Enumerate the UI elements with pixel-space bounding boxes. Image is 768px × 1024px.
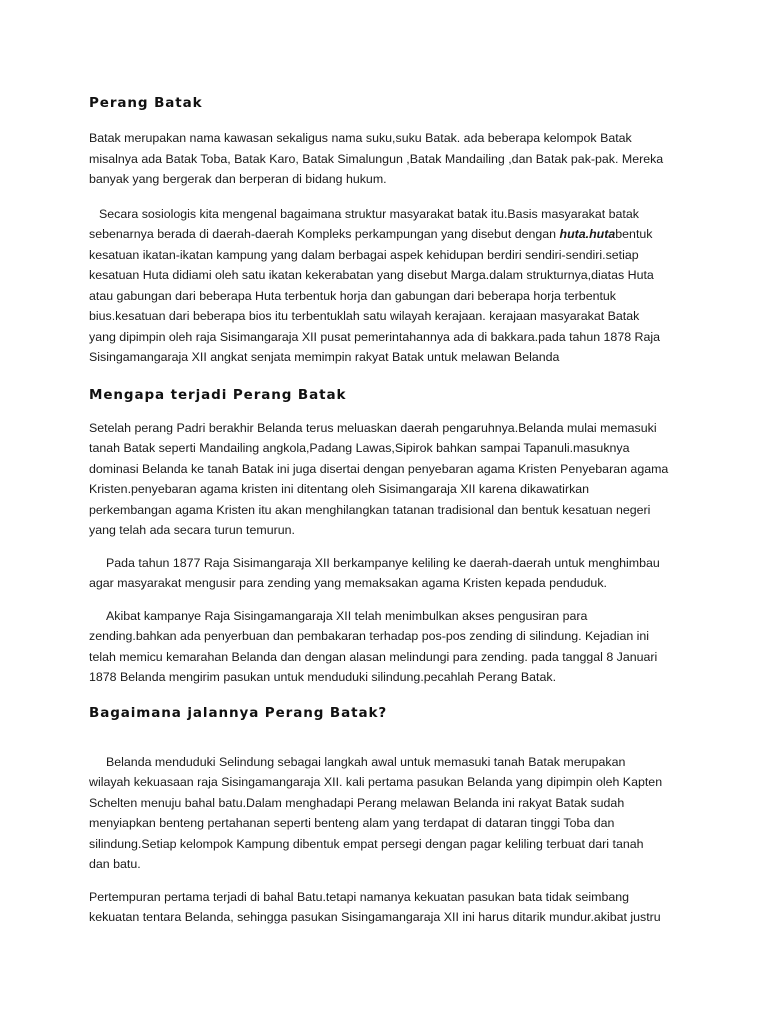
text-line: dan batu. xyxy=(89,857,141,871)
text-line: banyak yang bergerak dan berperan di bidang hukum. xyxy=(89,172,387,186)
emphasized-term: huta.huta xyxy=(559,227,616,241)
text-line: agar masyarakat mengusir para zending yang memaksakan agama Kristen kepada penduduk. xyxy=(89,576,607,590)
effect-paragraph xyxy=(89,606,668,688)
text-line: perkembangan agama Kristen itu akan menghilangkan tatanan tradisional dan bentuk kesatuan negeri xyxy=(89,502,651,517)
text-line: yang telah ada secara turun temurun. xyxy=(89,523,295,537)
section-heading-causes: Mengapa terjadi Perang Batak xyxy=(89,386,347,403)
text-segment: bentuk xyxy=(615,227,653,241)
intro-paragraph xyxy=(89,128,668,190)
text-line: tanah Batak seperti Mandailing angkola,Padang Lawas,Sipirok bahkan sampai Tapanuli.masuknya xyxy=(89,441,630,455)
text-line: bius.kesatuan dari beberapa bios itu terbentuklah satu wilayah kerajaan. kerajaan masyarakat Batak xyxy=(89,309,640,323)
text-line: kesatuan ikatan-ikatan kampung yang dalam berbagai aspek kehidupan berdiri sendiri-sendiri.setiap xyxy=(89,247,639,262)
causes-paragraph xyxy=(89,418,668,541)
text-line: Setelah perang Padri berakhir Belanda terus meluaskan daerah pengaruhnya.Belanda mulai memasuki xyxy=(89,420,657,435)
campaign-paragraph xyxy=(89,553,668,594)
text-line: yang dipimpin oleh raja Sisimangaraja XII pusat pemerintahannya ada di bakkara.pada tahun 1878 Raja xyxy=(89,329,661,344)
text-segment: sebenarnya berada di daerah-daerah Kompleks perkampungan yang disebut dengan xyxy=(89,227,560,241)
text-line: telah memicu kemarahan Belanda dan dengan alasan melindungi para zending. pada tanggal 8 Januari xyxy=(89,649,658,664)
battle-paragraph xyxy=(89,887,668,928)
text-line: Pertempuran pertama terjadi di bahal Batu.tetapi namanya kekuatan pasukan bata tidak seimbang xyxy=(89,889,630,904)
text-line xyxy=(89,224,668,245)
text-line: Pada tahun 1877 Raja Sisimangaraja XII berkampanye keliling ke daerah-daerah untuk menghimbau xyxy=(106,555,660,570)
text-line: Belanda menduduki Selindung sebagai langkah awal untuk memasuki tanah Batak merupakan xyxy=(106,754,626,769)
text-line: kesatuan Huta didiami oleh satu ikatan kekerabatan yang disebut Marga.dalam strukturnya,diatas Huta xyxy=(89,268,654,282)
text-line: menyiapkan benteng pertahanan seperti benteng alam yang terdapat di dataran tinggi Toba dan xyxy=(89,816,615,830)
text-line: Batak merupakan nama kawasan sekaligus nama suku,suku Batak. ada beberapa kelompok Batak xyxy=(89,131,632,145)
text-line: dominasi Belanda ke tanah Batak ini juga disertai dengan penyebaran agama Kristen Penyebaran agama xyxy=(89,461,669,476)
text-line: Schelten menuju bahal batu.Dalam menghadapi Perang melawan Belanda ini rakyat Batak sudah xyxy=(89,795,625,810)
text-line: wilayah kekuasaan raja Sisingamangaraja XII. kali pertama pasukan Belanda yang dipimpin oleh Kapten xyxy=(89,775,663,789)
sociology-paragraph xyxy=(89,204,668,368)
text-line: kekuatan tentara Belanda, sehingga pasukan Sisingamangaraja XII ini harus ditarik mundur.akibat justru xyxy=(89,910,661,924)
document-title: Perang Batak xyxy=(89,95,203,111)
text-line: atau gabungan dari beberapa Huta terbentuk horja dan gabungan dari beberapa horja terbentuk xyxy=(89,288,617,303)
text-line: zending.bahkan ada penyerbuan dan pembakaran terhadap pos-pos zending di silindung. Kejadian ini xyxy=(89,629,650,643)
text-line: silindung.Setiap kelompok Kampung dibentuk empat persegi dengan pagar keliling terbuat dari tanah xyxy=(89,836,644,851)
course-paragraph xyxy=(89,752,668,875)
text-line: Kristen.penyebaran agama kristen ini ditentang oleh Sisimangaraja XII karena dikawatirkan xyxy=(89,482,590,496)
text-line: misalnya ada Batak Toba, Batak Karo, Batak Simalungun ,Batak Mandailing ,dan Batak pak-pak. Mereka xyxy=(89,151,664,166)
text-line: 1878 Belanda mengirim pasukan untuk menduduki silindung.pecahlah Perang Batak. xyxy=(89,670,557,684)
text-line: Sisingamangaraja XII angkat senjata memimpin rakyat Batak untuk melawan Belanda xyxy=(89,350,560,364)
text-line: Secara sosiologis kita mengenal bagaimana struktur masyarakat batak itu.Basis masyarakat batak xyxy=(99,206,639,221)
text-line: Akibat kampanye Raja Sisingamangaraja XII telah menimbulkan akses pengusiran para xyxy=(106,608,588,623)
section-heading-course: Bagaimana jalannya Perang Batak? xyxy=(89,704,388,721)
